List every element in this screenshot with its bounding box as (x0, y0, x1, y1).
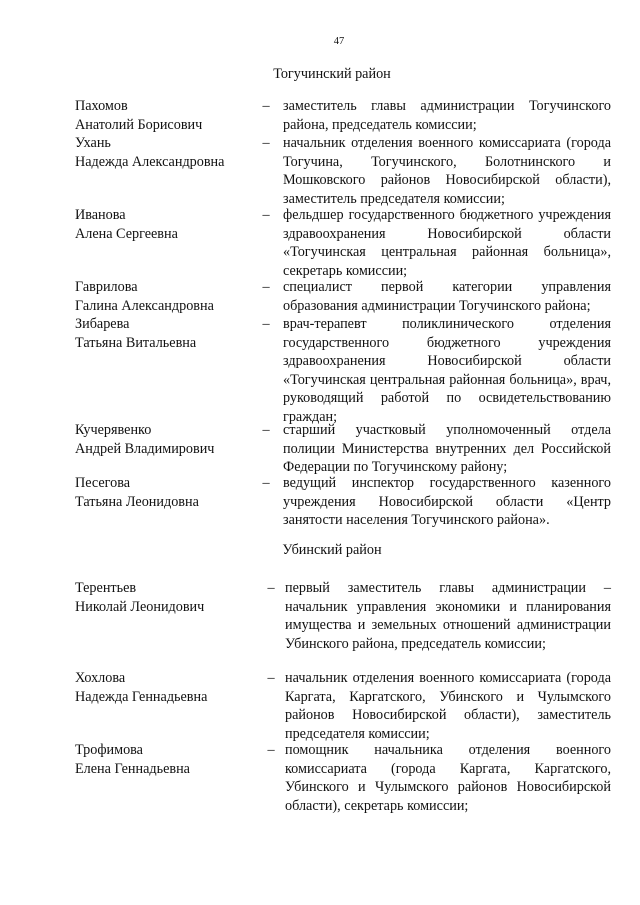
member-name (75, 741, 255, 778)
dash: – (262, 422, 270, 438)
member-name (75, 579, 255, 616)
member-name (75, 134, 255, 171)
dash: – (262, 135, 270, 151)
member-role: помощник начальника отделения военного комиссариата (города Каргата, Каргатского, Убинского и Чулымского районов Новосибирской области), секретарь комиссии; (285, 742, 611, 814)
section-title-ubinsky: Убинский район (282, 542, 382, 558)
member-name (75, 97, 255, 134)
member-surname: Гаврилова (75, 279, 138, 295)
member-surname: Хохлова (75, 670, 126, 686)
member-surname: Трофимова (75, 742, 143, 758)
dash: – (262, 475, 270, 491)
member-role: специалист первой категории управления образования администрации Тогучинского района; (283, 279, 611, 314)
section-title-toguchinsky: Тогучинский район (273, 66, 391, 82)
page-number: 47 (333, 36, 345, 47)
member-surname: Кучерявенко (75, 422, 152, 438)
member-name (75, 278, 255, 315)
member-surname: Песегова (75, 475, 131, 491)
dash: – (267, 670, 275, 686)
member-given-name: Алена Сергеевна (75, 225, 178, 242)
member-surname: Ухань (75, 135, 111, 151)
member-given-name: Татьяна Леонидовна (75, 493, 199, 510)
dash: – (262, 98, 270, 114)
member-given-name: Николай Леонидович (75, 598, 205, 615)
dash: – (267, 742, 275, 758)
member-given-name: Галина Александровна (75, 297, 214, 314)
member-name (75, 474, 255, 511)
member-name (75, 421, 255, 458)
member-name (75, 315, 255, 352)
member-role: ведущий инспектор государственного казенного учреждения Новосибирской области «Центр занятости населения Тогучинского района». (283, 475, 611, 529)
member-name (75, 669, 255, 706)
dash: – (262, 207, 270, 223)
member-surname: Пахомов (75, 98, 128, 114)
member-role: начальник отделения военного комиссариата (города Каргата, Каргатского, Убинского и Чулымского районов Новосибирской области), заместитель председателя комиссии; (285, 670, 611, 742)
member-given-name: Надежда Александровна (75, 153, 225, 170)
member-role: врач-терапевт поликлинического отделения государственного бюджетного учреждения здравоохранения Новосибирской области «Тогучинская центральная районная больница», врач, руководящий работой по освидетельствованию граждан; (283, 316, 611, 425)
dash: – (267, 580, 275, 596)
member-name (75, 206, 255, 243)
dash: – (262, 279, 270, 295)
member-given-name: Анатолий Борисович (75, 116, 203, 133)
member-role: фельдшер государственного бюджетного учреждения здравоохранения Новосибирской области «Тогучинская центральная районная больница», секретарь комиссии; (283, 207, 611, 279)
member-given-name: Татьяна Витальевна (75, 334, 197, 351)
member-given-name: Андрей Владимирович (75, 440, 215, 457)
member-role: первый заместитель главы администрации – начальник управления экономики и планирования имущества и земельных отношений администрации Убинского района, председатель комиссии; (285, 580, 611, 652)
member-surname: Терентьев (75, 580, 137, 596)
member-surname: Иванова (75, 207, 126, 223)
member-given-name: Елена Геннадьевна (75, 760, 190, 777)
member-surname: Зибарева (75, 316, 130, 332)
member-given-name: Надежда Геннадьевна (75, 688, 208, 705)
dash: – (262, 316, 270, 332)
member-role: старший участковый уполномоченный отдела полиции Министерства внутренних дел Российской Федерации по Тогучинскому району; (283, 422, 611, 476)
member-role: заместитель главы администрации Тогучинского района, председатель комиссии; (283, 98, 611, 133)
member-role: начальник отделения военного комиссариата (города Тогучина, Тогучинского, Болотнинского и Мошковского районов Новосибирской области), заместитель председателя комиссии; (283, 135, 611, 207)
